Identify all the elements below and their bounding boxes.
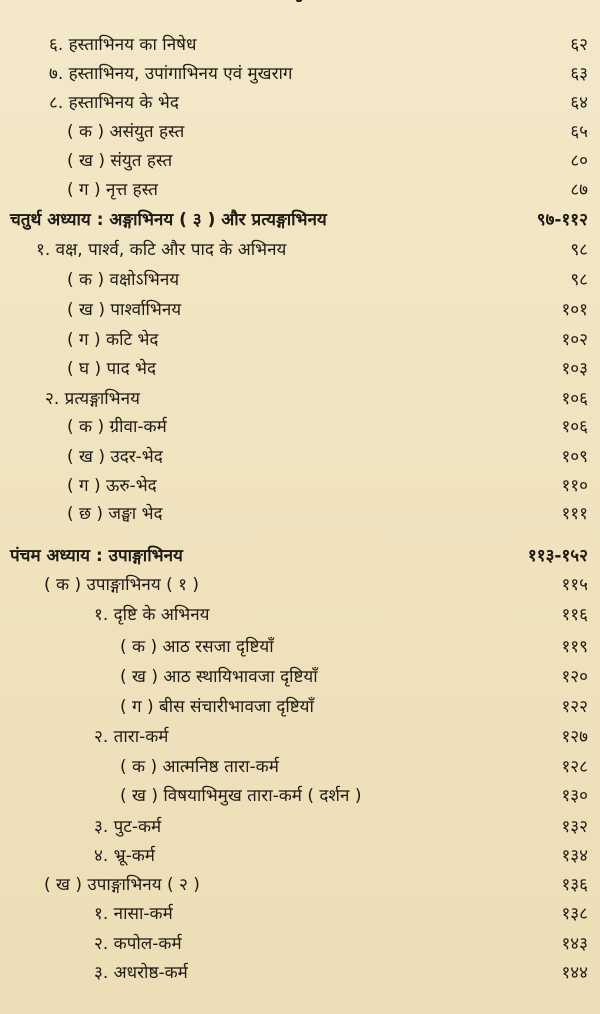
entry-title: ( क ) उपाङ्गाभिनय ( १ ): [44, 575, 200, 595]
entry-page: १२०: [561, 667, 588, 687]
entry-title: चतुर्थ अध्याय : अङ्गाभिनय ( ३ ) और प्रत्यङ्गाभिनय: [10, 210, 327, 230]
toc-entry: [0, 813, 600, 841]
entry-title: ( ख ) उपाङ्गाभिनय ( २ ): [44, 875, 200, 895]
toc-entry: [0, 753, 600, 781]
toc-entry: [0, 633, 600, 661]
entry-page: ६२: [570, 35, 588, 55]
toc-entry: [0, 930, 600, 958]
entry-page: १०१: [561, 300, 588, 320]
toc-entry: [0, 236, 600, 264]
toc-entry: [0, 89, 600, 117]
toc-entry: [0, 663, 600, 691]
entry-page: ९८: [570, 270, 588, 290]
chapter-heading: [0, 206, 600, 234]
entry-page: ९८: [570, 240, 588, 260]
entry-title: १. दृष्टि के अभिनय: [94, 605, 210, 625]
toc-entry: [0, 782, 600, 810]
toc-entry: [0, 413, 600, 441]
toc-entry: [0, 147, 600, 175]
page-top-mark: [296, 0, 302, 2]
toc-entry: [0, 723, 600, 751]
toc-entry: [0, 472, 600, 500]
toc-entry: [0, 266, 600, 294]
entry-page: १०३: [561, 359, 588, 379]
entry-title: ( ग ) ऊरु-भेद: [67, 476, 157, 496]
entry-title: ३. अधरोष्ठ-कर्म: [94, 963, 188, 983]
entry-page: १३०: [561, 786, 588, 806]
entry-title: ( ग ) कटि भेद: [67, 330, 159, 350]
entry-title: ( ख ) उदर-भेद: [67, 447, 163, 467]
toc-entry: [0, 900, 600, 928]
entry-title: १. वक्ष, पार्श्व, कटि और पाद के अभिनय: [36, 240, 287, 260]
entry-title: ( क ) वक्षोऽभिनय: [67, 270, 180, 290]
entry-page: ६३: [570, 64, 588, 84]
entry-title: ७. हस्ताभिनय, उपांगाभिनय एवं मुखराग: [49, 64, 293, 84]
chapter-heading: [0, 542, 600, 570]
toc-entry: [0, 959, 600, 987]
entry-page: १०९: [561, 447, 588, 467]
toc-entry: [0, 842, 600, 870]
toc-entry: [0, 176, 600, 204]
entry-title: २. कपोल-कर्म: [94, 934, 182, 954]
entry-title: ( घ ) पाद भेद: [67, 359, 156, 379]
entry-page: १०६: [561, 389, 588, 409]
entry-page: ६४: [570, 93, 588, 113]
entry-title: २. तारा-कर्म: [94, 727, 169, 747]
entry-title: ( ख ) विषयाभिमुख तारा-कर्म ( दर्शन ): [120, 786, 362, 806]
entry-title: ( ख ) पार्श्वाभिनय: [67, 300, 182, 320]
entry-title: ( क ) आठ रसजा दृष्टियाँ: [120, 637, 274, 657]
entry-title: ३. पुट-कर्म: [94, 817, 162, 837]
toc-entry: [0, 871, 600, 899]
entry-title: ( छ ) जङ्घा भेद: [67, 504, 163, 524]
toc-entry: [0, 118, 600, 146]
entry-page: ६५: [570, 122, 588, 142]
entry-page: ८०: [570, 151, 588, 171]
entry-page: १४४: [561, 963, 588, 983]
entry-page: ११०: [561, 476, 588, 496]
entry-page: १२८: [561, 757, 588, 777]
toc-entry: [0, 296, 600, 324]
entry-page: १११: [561, 504, 588, 524]
entry-page: १२७: [561, 727, 588, 747]
entry-page: १४३: [561, 934, 588, 954]
entry-page: १३४: [561, 846, 588, 866]
entry-page: १०२: [561, 330, 588, 350]
toc-entry: [0, 601, 600, 629]
entry-page: ९७-११२: [536, 210, 588, 230]
toc-entry: [0, 355, 600, 383]
entry-title: ( ख ) आठ स्थायिभावजा दृष्टियाँ: [120, 667, 318, 687]
entry-title: ( क ) असंयुत हस्त: [67, 122, 185, 142]
toc-entry: [0, 443, 600, 471]
toc-entry: [0, 571, 600, 599]
entry-page: ११३-१५२: [527, 546, 588, 566]
toc-entry: [0, 326, 600, 354]
entry-page: ८७: [570, 180, 588, 200]
toc-entry: [0, 31, 600, 59]
entry-title: १. नासा-कर्म: [94, 904, 173, 924]
toc-entry: [0, 60, 600, 88]
entry-title: ( क ) ग्रीवा-कर्म: [67, 417, 167, 437]
entry-title: ( ग ) बीस संचारीभावजा दृष्टियाँ: [120, 697, 314, 717]
entry-page: ११५: [561, 575, 588, 595]
entry-title: ८. हस्ताभिनय के भेद: [49, 93, 179, 113]
entry-page: १३६: [561, 875, 588, 895]
entry-title: ६. हस्ताभिनय का निषेध: [49, 35, 197, 55]
entry-page: १३८: [561, 904, 588, 924]
entry-title: पंचम अध्याय : उपाङ्गाभिनय: [10, 546, 183, 566]
entry-page: १३२: [561, 817, 588, 837]
entry-title: ( क ) आत्मनिष्ठ तारा-कर्म: [120, 757, 279, 777]
entry-page: १२२: [561, 697, 588, 717]
entry-page: ११६: [561, 605, 588, 625]
toc-entry: [0, 385, 600, 413]
entry-title: २. प्रत्यङ्गाभिनय: [45, 389, 140, 409]
entry-page: ११९: [561, 637, 588, 657]
toc-entry: [0, 693, 600, 721]
toc-entry: [0, 500, 600, 528]
entry-page: १०६: [561, 417, 588, 437]
entry-title: ( ख ) संयुत हस्त: [67, 151, 173, 171]
entry-title: ४. भ्रू-कर्म: [94, 846, 155, 866]
entry-title: ( ग ) नृत्त हस्त: [67, 180, 158, 200]
